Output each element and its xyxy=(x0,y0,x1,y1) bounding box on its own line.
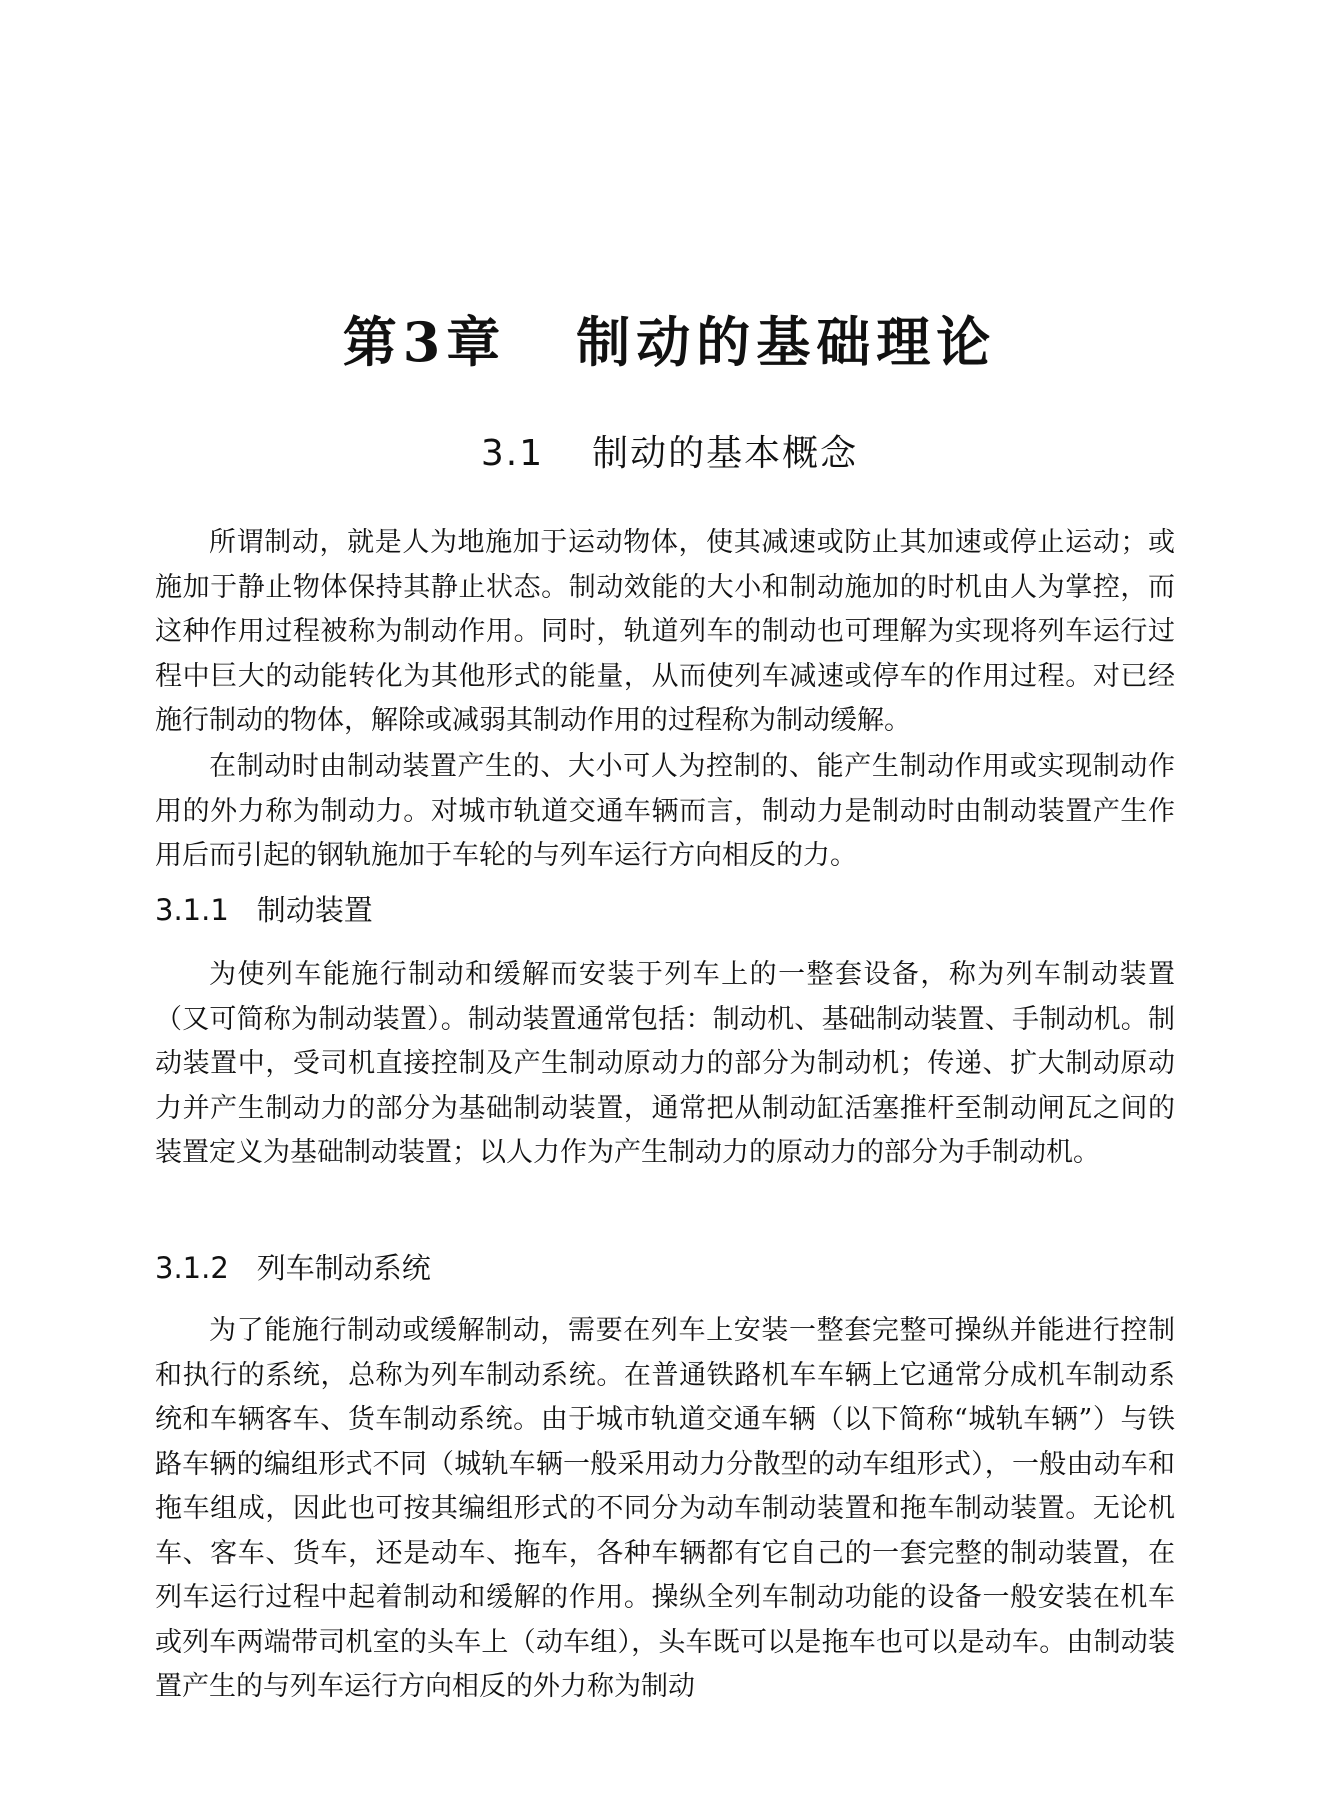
section-number: 3.1 xyxy=(480,433,545,474)
section-heading xyxy=(0,430,1339,478)
subsection-title: 制动装置 xyxy=(256,893,373,927)
chapter-title: 制动的基础理论 xyxy=(576,310,997,374)
body-paragraph-1: 所谓制动，就是人为地施加于运动物体，使其减速或防止其加速或停止运动；或施加于静止物体保持其静止状态。制动效能的大小和制动施加的时机由人为掌控，而这种作用过程被称为制动作用。同时，轨道列车的制动也可理解为实现将列车运行过程中巨大的动能转化为其他形式的能量，从而使列车减速或停车的作用过程。对已经施行制动的物体，解除或减弱其制动作用的过程称为制动缓解。 xyxy=(155,527,1175,736)
subsection-number: 3.1.1 xyxy=(155,893,229,927)
subsection-heading-2 xyxy=(155,1248,431,1288)
chapter-number: 第3章 xyxy=(342,310,507,374)
body-paragraph-4: 为了能施行制动或缓解制动，需要在列车上安装一整套完整可操纵并能进行控制和执行的系统，总称为列车制动系统。在普通铁路机车车辆上它通常分成机车制动系统和车辆客车、货车制动系统。由于城市轨道交通车辆（以下简称“城轨车辆”）与铁路车辆的编组形式不同（城轨车辆一般采用动力分散型的动车组形式），一般由动车和拖车组成，因此也可按其编组形式的不同分为动车制动装置和拖车制动装置。无论机车、客车、货车，还是动车、拖车，各种车辆都有它自己的一套完整的制动装置，在列车运行过程中起着制动和缓解的作用。操纵全列车制动功能的设备一般安装在机车或列车两端带司机室的头车上（动车组），头车既可以是拖车也可以是动车。由制动装置产生的与列车运行方向相反的外力称为制动 xyxy=(155,1315,1175,1702)
body-paragraph-3: 为使列车能施行制动和缓解而安装于列车上的一整套设备，称为列车制动装置（又可简称为制动装置）。制动装置通常包括：制动机、基础制动装置、手制动机。制动装置中，受司机直接控制及产生制动原动力的部分为制动机；传递、扩大制动原动力并产生制动力的部分为基础制动装置，通常把从制动缸活塞推杆至制动闸瓦之间的装置定义为基础制动装置；以人力作为产生制动力的原动力的部分为手制动机。 xyxy=(155,959,1175,1168)
subsection-number: 3.1.2 xyxy=(155,1251,229,1285)
section-title: 制动的基本概念 xyxy=(592,433,859,474)
subsection-title: 列车制动系统 xyxy=(256,1251,431,1285)
subsection-heading-1 xyxy=(155,890,373,930)
chapter-heading xyxy=(0,310,1339,374)
body-paragraph-2: 在制动时由制动装置产生的、大小可人为控制的、能产生制动作用或实现制动作用的外力称为制动力。对城市轨道交通车辆而言，制动力是制动时由制动装置产生作用后而引起的钢轨施加于车轮的与列车运行方向相反的力。 xyxy=(155,751,1175,871)
